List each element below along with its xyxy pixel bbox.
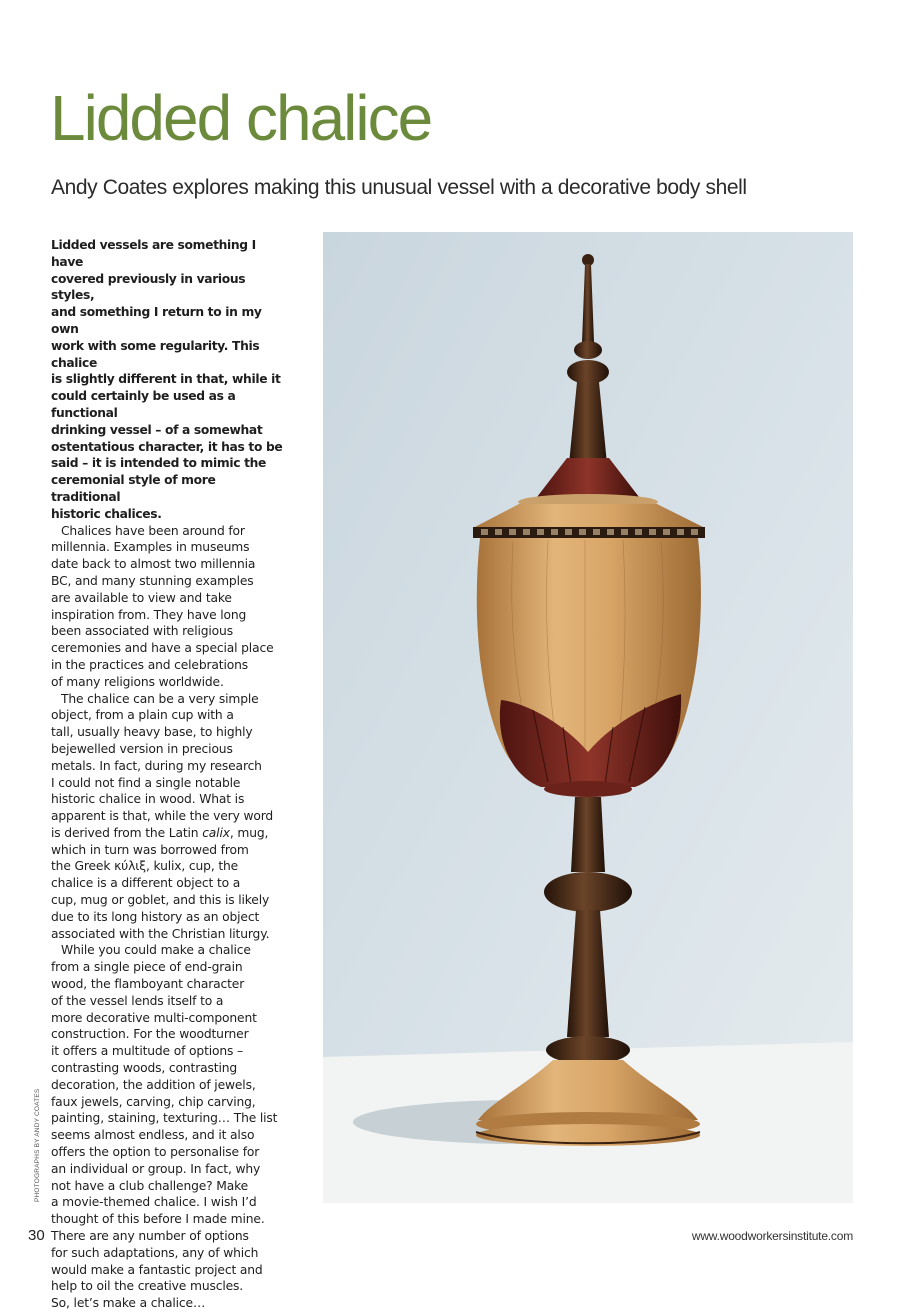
body-paragraph-3: While you could make a chalice from a single piece of end-grain wood, the flamboyant character of the vessel lends itself to a more decorative multi-component construction. For the woodturner it offers a multitude of options – contrasting woods, contrasting decoration, the addition of jewels, faux jewels, carving, chip carving, painting, staining, texturing… The list seems almost endless, and it also offers the option to personalise for an individual or group. In fact, why not have a club challenge? Make a movie-themed chalice. I wish I’d thought of this before I made mine. There are any number of options for such adaptations, any of which would make a fantastic project and help to oil the creative muscles. So, let’s make a chalice… (51, 943, 278, 1311)
stem-foot-ring (546, 1036, 630, 1064)
article-subtitle: Andy Coates explores making this unusual vessel with a decorative body shell (51, 176, 747, 199)
shell-collar (544, 781, 632, 797)
page-number: 30 (28, 1227, 45, 1244)
latin-word: calix (202, 825, 230, 840)
stem-knop (544, 872, 632, 912)
body-paragraph-2 (51, 691, 283, 943)
body-paragraph-2-end: , mug, which in turn was borrowed from the Greek κύλιξ, kulix, cup, the chalice is a different object to a cup, mug or goblet, and this is likely due to its long history as an object associated with the Christian liturgy. (51, 825, 270, 941)
lid-rim (473, 527, 705, 538)
photo-credit: PHOTOGRAPHS BY ANDY COATES (34, 1088, 41, 1202)
chalice-stem-upper (571, 797, 605, 872)
body-paragraph-1: Chalices have been around for millennia. Examples in museums date back to almost two millennia BC, and many stunning examples are available to view and take inspiration from. They have long been associated with religious ceremonies and have a special place in the practices and celebrations of many religions worldwide. (51, 523, 274, 689)
chalice-illustration (323, 232, 853, 1203)
finial-bead-large (567, 360, 609, 384)
body-paragraph-2-start: The chalice can be a very simple object, from a plain cup with a tall, usually heavy base, to highly bejewelled version in precious metals. In fact, during my research I could not find a single notable historic chalice in wood. What is apparent is that, while the very word is derived from the Latin (51, 691, 274, 840)
website-url: www.woodworkersinstitute.com (691, 1229, 853, 1243)
intro-paragraph: Lidded vessels are something I have covered previously in various styles, and something I return to in my own work with some regularity. This chalice is slightly different in that, while it could certainly be used as a functional drinking vessel – of a somewhat ostentatious character, it has to be said – it is intended to mimic the ceremonial style of more traditional historic chalices. (51, 238, 283, 521)
finial-bead (574, 341, 602, 359)
article-title: Lidded chalice (50, 82, 432, 154)
chalice-photo (323, 232, 853, 1203)
article-body (51, 237, 283, 1312)
